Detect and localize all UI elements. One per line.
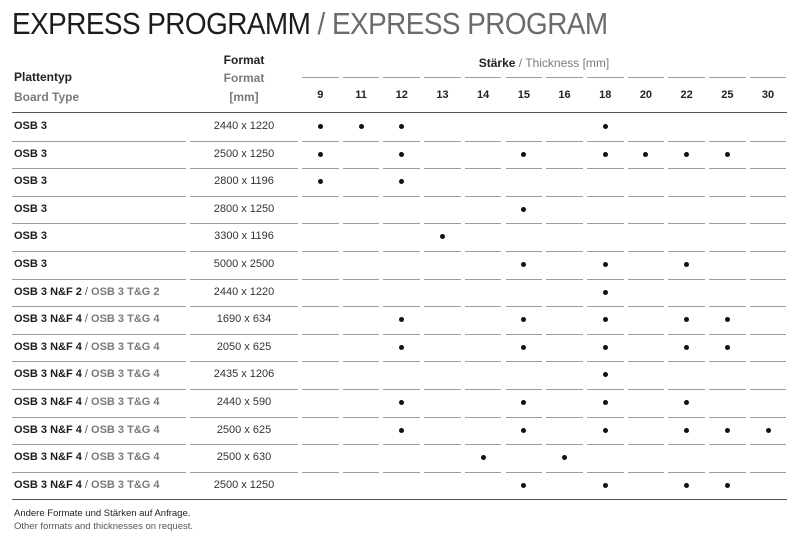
board-type-separator: / xyxy=(81,313,92,326)
thickness-header-en: Thickness [mm] xyxy=(525,56,610,70)
availability-dot xyxy=(318,179,323,184)
board-type-separator: / xyxy=(81,423,92,436)
board-type-de: OSB 3 N&F 4 xyxy=(14,368,82,381)
availability-dot xyxy=(521,345,526,350)
format-cell: 2500 x 1250 xyxy=(213,478,275,491)
availability-dot xyxy=(684,483,689,488)
availability-dot xyxy=(399,179,404,184)
availability-dot xyxy=(725,483,730,488)
availability-dot xyxy=(603,400,608,405)
availability-dot xyxy=(521,400,526,405)
thickness-header-rule xyxy=(546,77,583,78)
availability-dot xyxy=(318,124,323,129)
thickness-column-30: 30 xyxy=(761,89,775,101)
board-type-de: OSB 3 xyxy=(14,258,48,270)
availability-dot xyxy=(521,317,526,322)
board-type-en: OSB 3 T&G 4 xyxy=(91,340,160,353)
table-row xyxy=(0,223,801,250)
thickness-header-rule xyxy=(465,77,502,78)
availability-dot xyxy=(399,345,404,350)
availability-dot xyxy=(603,124,608,129)
board-type-separator: / xyxy=(81,451,92,464)
board-type-separator: / xyxy=(81,396,92,408)
thickness-column-20: 20 xyxy=(639,89,653,101)
table-row xyxy=(0,279,801,306)
availability-dot xyxy=(684,345,689,350)
thickness-header-rule xyxy=(343,77,380,78)
table-row xyxy=(0,141,801,168)
board-type-de: OSB 3 xyxy=(14,147,48,160)
board-type-en: OSB 3 T&G 2 xyxy=(91,285,160,298)
table-row xyxy=(0,196,801,223)
board-type-en: OSB 3 T&G 4 xyxy=(91,478,160,491)
table-row xyxy=(0,306,801,333)
thickness-column-14: 14 xyxy=(477,89,490,101)
thickness-column-11: 11 xyxy=(355,89,367,101)
thickness-column-15: 15 xyxy=(517,89,530,101)
table-row xyxy=(0,389,801,416)
board-type-cell xyxy=(14,341,160,353)
board-type-de: OSB 3 N&F 4 xyxy=(14,313,82,326)
format-cell: 2800 x 1250 xyxy=(213,202,275,215)
availability-dot xyxy=(399,317,404,322)
board-type-de: OSB 3 N&F 4 xyxy=(14,478,82,491)
board-type-de: OSB 3 N&F 4 xyxy=(14,340,82,353)
board-type-de: OSB 3 N&F 4 xyxy=(14,451,82,464)
format-cell: 2440 x 590 xyxy=(216,396,272,408)
format-cell: 2800 x 1196 xyxy=(214,175,274,188)
availability-dot xyxy=(399,152,404,157)
availability-dot xyxy=(359,124,364,129)
availability-dot xyxy=(603,345,608,350)
board-type-cell xyxy=(14,148,47,160)
table-row xyxy=(0,361,801,388)
title-en: EXPRESS PROGRAM xyxy=(331,6,608,41)
thickness-header-rule xyxy=(506,77,543,78)
format-header-de: Format xyxy=(223,53,265,67)
board-type-de: OSB 3 xyxy=(14,175,48,188)
availability-dot xyxy=(725,317,730,322)
thickness-header xyxy=(300,56,788,70)
thickness-header-rule xyxy=(668,77,705,78)
availability-dot xyxy=(766,428,771,433)
board-type-en: OSB 3 T&G 4 xyxy=(91,396,160,408)
table-row xyxy=(0,168,801,195)
table-row xyxy=(0,251,801,278)
thickness-column-18: 18 xyxy=(599,89,612,101)
availability-dot xyxy=(603,290,608,295)
board-type-de: OSB 3 xyxy=(14,202,48,215)
board-type-header-de: Plattentyp xyxy=(14,70,73,84)
board-type-cell xyxy=(14,451,160,463)
thickness-column-22: 22 xyxy=(680,89,693,101)
availability-dot xyxy=(725,345,730,350)
availability-dot xyxy=(399,428,404,433)
board-type-cell xyxy=(14,396,160,408)
board-type-cell xyxy=(14,368,160,380)
format-header-en: Format xyxy=(223,71,265,85)
thickness-header-rule xyxy=(383,77,420,78)
format-cell: 3300 x 1196 xyxy=(214,230,274,243)
availability-dot xyxy=(725,152,730,157)
thickness-header-rule xyxy=(424,77,461,78)
availability-dot xyxy=(521,428,526,433)
availability-dot xyxy=(725,428,730,433)
availability-dot xyxy=(399,400,404,405)
title-de: EXPRESS PROGRAMM xyxy=(12,6,311,41)
availability-dot xyxy=(603,317,608,322)
format-header-unit: [mm] xyxy=(229,90,259,104)
availability-dot xyxy=(684,152,689,157)
board-type-cell xyxy=(14,313,160,325)
footer-note-en: Other formats and thicknesses on request. xyxy=(14,521,194,532)
board-type-en: OSB 3 T&G 4 xyxy=(91,451,160,464)
availability-dot xyxy=(603,262,608,267)
thickness-column-25: 25 xyxy=(721,89,734,101)
board-type-separator: / xyxy=(81,368,92,381)
board-type-de: OSB 3 xyxy=(14,120,48,132)
thickness-header-rule xyxy=(587,77,624,78)
format-cell: 2050 x 625 xyxy=(216,340,272,353)
table-row xyxy=(0,472,801,499)
availability-dot xyxy=(521,483,526,488)
availability-dot xyxy=(684,262,689,267)
board-type-cell xyxy=(14,286,160,298)
board-type-de: OSB 3 N&F 4 xyxy=(14,396,82,408)
board-type-de: OSB 3 N&F 2 xyxy=(14,285,82,298)
availability-dot xyxy=(481,455,486,460)
availability-dot xyxy=(643,152,648,157)
thickness-header-rule xyxy=(302,77,339,78)
availability-dot xyxy=(603,483,608,488)
thickness-column-12: 12 xyxy=(395,89,408,101)
availability-dot xyxy=(684,317,689,322)
thickness-header-sep: / xyxy=(515,56,526,70)
thickness-column-13: 13 xyxy=(436,89,449,101)
board-type-en: OSB 3 T&G 4 xyxy=(91,313,160,326)
format-cell: 2500 x 625 xyxy=(216,423,272,436)
thickness-column-9: 9 xyxy=(317,89,324,101)
board-type-en: OSB 3 T&G 4 xyxy=(91,423,160,436)
availability-dot xyxy=(521,207,526,212)
format-cell: 2440 x 1220 xyxy=(213,285,275,298)
board-type-cell xyxy=(14,258,47,270)
availability-dot xyxy=(399,124,404,129)
board-type-cell xyxy=(14,479,160,491)
table-bottom-rule xyxy=(12,499,787,500)
availability-dot xyxy=(521,262,526,267)
availability-dot xyxy=(684,400,689,405)
thickness-header-rule xyxy=(709,77,746,78)
format-cell: 2435 x 1206 xyxy=(213,368,275,381)
format-cell: 1690 x 634 xyxy=(216,313,272,326)
thickness-header-rule xyxy=(750,77,787,78)
board-type-separator: / xyxy=(81,340,92,353)
format-cell: 2500 x 630 xyxy=(216,451,272,464)
format-cell: 2500 x 1250 xyxy=(213,147,275,160)
availability-dot xyxy=(603,428,608,433)
board-type-cell xyxy=(14,203,47,215)
footer-note-de: Andere Formate und Stärken auf Anfrage. xyxy=(14,508,191,519)
board-type-separator: / xyxy=(81,478,92,491)
availability-dot xyxy=(521,152,526,157)
page-title xyxy=(12,6,608,42)
thickness-header-rule xyxy=(628,77,665,78)
availability-dot xyxy=(603,372,608,377)
board-type-cell xyxy=(14,230,47,242)
availability-dot xyxy=(318,152,323,157)
board-type-separator: / xyxy=(81,285,92,298)
board-type-cell xyxy=(14,424,160,436)
availability-dot xyxy=(440,234,445,239)
table-row xyxy=(0,334,801,361)
board-type-cell xyxy=(14,120,47,132)
availability-dot xyxy=(603,152,608,157)
availability-dot xyxy=(562,455,567,460)
board-type-de: OSB 3 N&F 4 xyxy=(14,423,82,436)
board-type-header-en: Board Type xyxy=(14,90,80,104)
board-type-de: OSB 3 xyxy=(14,230,48,243)
board-type-cell xyxy=(14,175,47,187)
thickness-column-16: 16 xyxy=(558,89,571,101)
table-row xyxy=(0,113,801,140)
thickness-header-de: Stärke xyxy=(478,56,516,70)
board-type-en: OSB 3 T&G 4 xyxy=(91,368,160,381)
table-row xyxy=(0,444,801,471)
table-row xyxy=(0,417,801,444)
format-cell: 2440 x 1220 xyxy=(213,120,275,132)
availability-dot xyxy=(684,428,689,433)
title-separator: / xyxy=(310,6,332,41)
format-cell: 5000 x 2500 xyxy=(213,258,275,270)
